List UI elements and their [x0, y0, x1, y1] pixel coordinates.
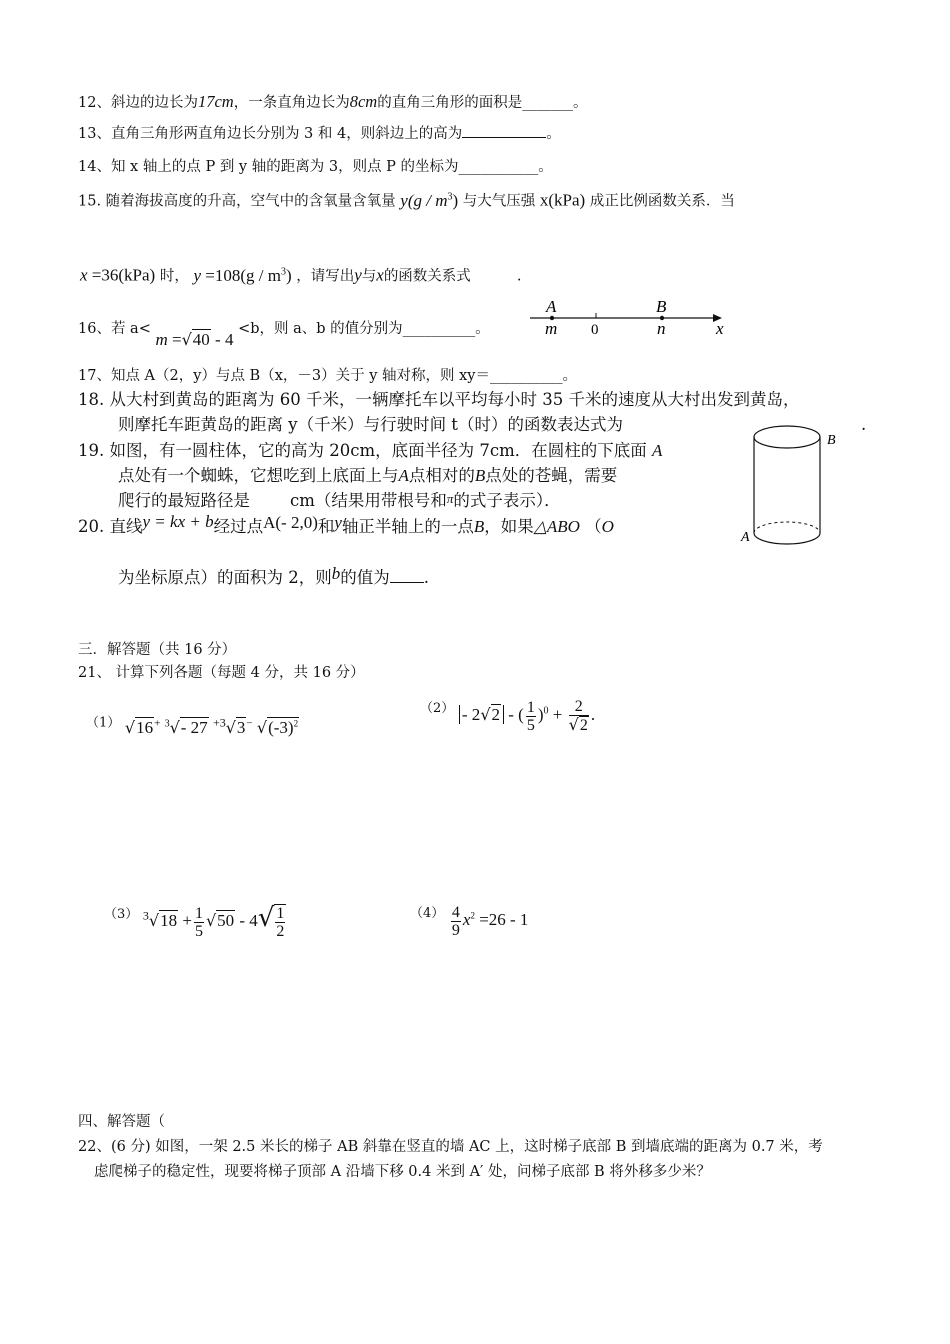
question-18-line2	[118, 415, 623, 435]
q20-point-b: B	[473, 517, 485, 536]
question-15-line2	[80, 262, 521, 287]
q20-text-l2: 为坐标原点）的面积为 2，则	[118, 568, 332, 587]
question-21: 21、 计算下列各题（每题 4 分，共 16 分）	[78, 665, 365, 681]
label-n: n	[657, 319, 666, 338]
q19-text-d: 爬行的最短路径是	[118, 491, 250, 510]
q13-end: 。	[546, 126, 561, 142]
cylinder-figure	[735, 420, 850, 555]
question-16	[78, 318, 490, 349]
q20-and: 和	[317, 517, 335, 536]
q18-text: 则摩托车距黄岛的距离 y（千米）与行驶时间 t（时）的函数表达式为	[118, 415, 623, 434]
label-b: B	[656, 297, 667, 316]
q19-text: 19. 如图，有一圆柱体，它的高为 20cm，底面半径为 7cm．在圆柱的下底面	[78, 441, 647, 460]
p3-label: （3）	[104, 906, 139, 922]
q20-text-mid2: 轴正半轴上的一点	[341, 517, 474, 536]
q20-end: .	[423, 568, 429, 587]
p2-label: （2）	[420, 700, 455, 716]
q20-var-b: b	[331, 564, 341, 583]
q12-text: 12、斜边的边长为	[78, 95, 198, 111]
problem-3	[104, 904, 288, 940]
p1-label: （1）	[86, 715, 121, 731]
number-line	[530, 292, 740, 342]
q20-line-equation: y = kx + b	[142, 512, 214, 531]
q12-text-mid: ，一条直角边长为	[233, 95, 350, 111]
label-x: x	[716, 319, 724, 338]
pi-symbol: π	[446, 491, 454, 506]
var-x2: x	[376, 265, 384, 285]
q20-origin: O	[601, 517, 614, 536]
question-19-line3	[118, 491, 561, 512]
q15-text: 15. 随着海拔高度的升高，空气中的含氧量含氧量	[78, 193, 396, 210]
p4-expression: $\frac{4}{9}$ $x^2 =26 - 1$	[451, 904, 529, 939]
question-17: 17、知点 A（2，y）与点 B（x，－3）关于 y 轴对称，则 xy＝__________。	[78, 368, 578, 384]
p4-label: （4）	[410, 906, 445, 922]
question-19-line2	[118, 466, 617, 486]
q20-text-l2end: 的值为	[340, 568, 390, 587]
q15b-text4: 的函数关系式	[383, 268, 471, 285]
cylinder-bottom-back	[754, 522, 820, 533]
x-value: =36(kPa)	[91, 265, 156, 285]
question-22-line1: 22、(6 分) 如图，一架 2.5 米长的梯子 AB 斜靠在竖直的墙 AC 上，这时梯子底部 B 到墙底端的距离为 0.7 米，考	[78, 1139, 823, 1155]
question-13	[78, 123, 561, 144]
p3-expression: $^3$√18 + $\frac{1}{5}$ √50 - 4√ $\frac{1}{2}$	[142, 902, 285, 940]
var-y2: y	[354, 265, 362, 285]
q20-paren: （	[585, 517, 602, 536]
q12-hypotenuse: 17cm	[197, 92, 234, 111]
problem-2	[420, 698, 595, 734]
cylinder-top	[754, 426, 820, 448]
q15-y-unit: $y(g / m^3)$	[400, 190, 459, 210]
label-zero: 0	[591, 322, 599, 338]
question-15	[78, 187, 735, 212]
q13-text: 13、直角三角形两直角边长分别为 3 和 4，则斜边上的高为	[78, 126, 463, 142]
problem-4	[410, 904, 528, 939]
question-20	[78, 512, 614, 537]
var-y: y	[193, 265, 201, 285]
q20-comma: ，如果	[484, 517, 534, 536]
question-14: 14、知 x 轴上的点 P 到 y 轴的距离为 3，则点 P 的坐标为___________。	[78, 159, 553, 175]
q19-point-a2: A	[398, 466, 409, 485]
q19-text-f: 的式子表示）．	[453, 491, 561, 510]
q19-point-a: A	[652, 441, 663, 460]
q16-m-expr: m =√40 - 4	[155, 330, 234, 349]
cylinder-label-b: B	[827, 433, 836, 448]
question-12	[78, 92, 587, 113]
p1-expression: √16+ $^3$√- 27 $^{+3}$√3− $√(-3)^2$	[124, 715, 299, 737]
q19-text-e: cm（结果用带根号和	[290, 491, 447, 510]
q18-end: .	[861, 415, 867, 434]
q16-text: 16、若 a<	[78, 321, 151, 337]
q20-text: 20. 直线	[78, 517, 143, 536]
label-m: m	[545, 319, 558, 338]
section-3-title: 三．解答题（共 16 分）	[78, 642, 237, 658]
q19-text-a: 点处有一个蜘蛛，它想吃到上底面上与	[118, 466, 399, 485]
answer-blank	[462, 123, 546, 138]
q19-point-b: B	[474, 466, 486, 485]
q15-x-unit: x(kPa)	[539, 190, 586, 210]
q12-leg: 8cm	[349, 92, 378, 111]
question-19-line1	[78, 441, 662, 461]
question-18-line1: 18. 从大村到黄岛的距离为 60 千米，一辆摩托车以平均每小时 35 千米的速度从大村出发到黄岛，	[78, 390, 800, 409]
q12-text-post: 的直角三角形的面积是_______。	[377, 95, 588, 111]
problem-1	[86, 706, 299, 737]
question-22-line2: 虑爬梯子的稳定性，现要将梯子顶部 A 沿墙下移 0.4 米到 A′ 处，问梯子底部 B 将外移多少米？	[94, 1164, 711, 1180]
question-20-line2	[118, 564, 429, 588]
q20-var-y: y	[334, 513, 342, 532]
q19-text-c: 点处的苍蝇，需要	[485, 466, 618, 485]
q20-text-mid: 经过点	[213, 517, 264, 536]
p2-expression: - 2√2 - ( $\frac{1}{5}$ )$^0$ + $\frac{2}{√2}$ .	[459, 705, 595, 724]
q15b-text2: ，请写出	[296, 268, 355, 285]
answer-blank	[390, 568, 424, 583]
y-unit-sup: 3	[280, 266, 286, 277]
q15-text-post: 成正比例函数关系．当	[589, 193, 735, 210]
q15-text-mid: 与大气压强	[462, 193, 536, 210]
section-4-title: 四、解答题（	[78, 1114, 165, 1130]
y-close: )	[285, 265, 292, 285]
q20-triangle: △ABO	[533, 517, 580, 536]
q15b-end: .	[516, 268, 522, 285]
cylinder-label-a: A	[741, 530, 750, 545]
label-a: A	[546, 297, 557, 316]
q15b-text: 时，	[159, 268, 189, 285]
q16-text-post: <b，则 a、b 的值分别为__________。	[238, 321, 490, 337]
var-x: x	[80, 265, 88, 285]
q15b-text3: 与	[361, 268, 377, 285]
q20-point: A(- 2,0)	[263, 513, 318, 532]
y-value: =108(g / m	[205, 265, 281, 285]
cylinder-bottom-front	[754, 533, 820, 544]
q19-text-b: 点相对的	[408, 466, 475, 485]
